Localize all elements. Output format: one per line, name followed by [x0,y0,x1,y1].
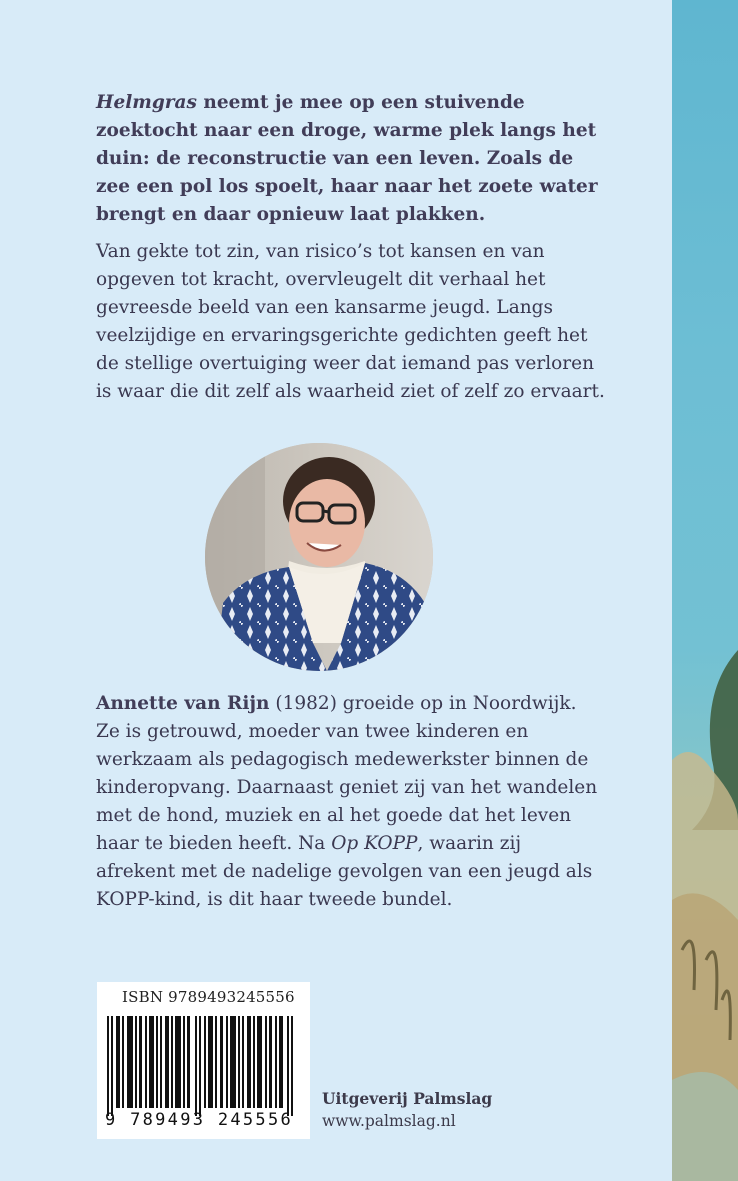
author-name: Annette van Rijn [96,693,270,714]
author-bio [96,690,606,914]
isbn-digits: 9 789493 245556 [105,1110,294,1130]
bio-text-2: , waarin zij afrekent met de nadelige gevolgen van een jeugd als KOPP-kind, is dit haar tweede bundel. [96,833,593,910]
author-photo [205,443,433,671]
intro-text: neemt je mee op een stuivende zoektocht naar een droge, warme plek langs het duin: de reconstructie van een leven. Zoals de zee een pol los spoelt, haar naar het zoete water brengt en daar opnieuw laat plakken. [96,92,598,225]
description-paragraph: Van gekte tot zin, van risico’s tot kansen en van opgeven tot kracht, overvleugelt dit verhaal het gevreesde beeld van een kansarme jeugd. Langs veelzijdige en ervaringsgerichte gedichten geeft het de stellige overtuiging weer dat iemand pas verloren is waar die dit zelf als waarheid ziet of zelf zo ervaart. [96,241,605,402]
cover-artwork-edge [672,0,738,1181]
intro-paragraph [96,89,606,229]
isbn-barcode [97,982,310,1139]
dune-illustration [672,0,738,1181]
publisher-website: www.palmslag.nl [322,1112,456,1130]
author-portrait-image [205,443,433,671]
isbn-label: ISBN 9789493245556 [122,988,295,1006]
barcode-bars [107,1016,297,1116]
previous-book-title: Op KOPP [331,833,418,854]
publisher-block [322,1088,492,1132]
publisher-name: Uitgeverij Palmslag [322,1089,493,1108]
bio-text-1: (1982) groeide op in Noordwijk. Ze is getrouwd, moeder van twee kinderen en werkzaam als pedagogisch medewerkster binnen de kinderopvang. Daarnaast geniet zij van het wandelen met de hond, muziek en al het goede dat het leven haar te bieden heeft. Na [96,693,598,854]
book-title: Helmgras [96,92,197,113]
